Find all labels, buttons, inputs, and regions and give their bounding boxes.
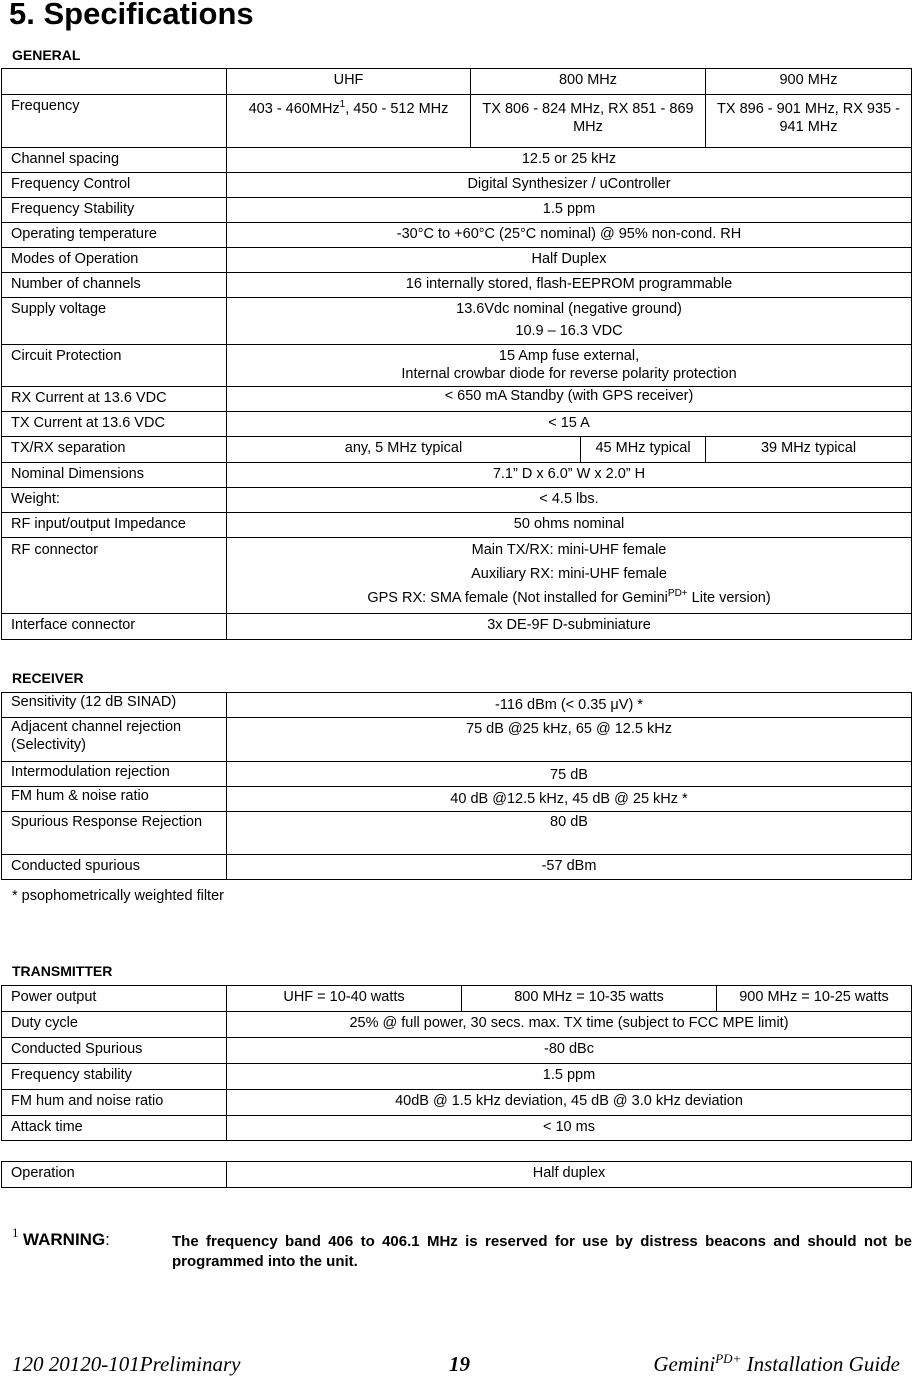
spec-label: FM hum & noise ratio: [2, 787, 227, 812]
protection-value: 15 Amp fuse external, Internal crowbar diode for reverse polarity protection: [227, 345, 912, 387]
frequency-900: TX 896 - 901 MHz, RX 935 - 941 MHz: [706, 95, 912, 148]
spec-value: 1.5 ppm: [227, 198, 912, 223]
rx-current-row: [2, 387, 912, 412]
interface-row: [2, 614, 912, 640]
footnote-text: The frequency band 406 to 406.1 MHz is reserved for use by distress beacons and should not be programmed into the unit.: [172, 1233, 912, 1270]
tx-current-row: [2, 412, 912, 437]
spec-value: -30°C to +60°C (25°C nominal) @ 95% non-cond. RH: [227, 223, 912, 248]
separation-row: [2, 437, 912, 463]
frequency-label: Frequency: [2, 95, 227, 148]
spec-label: RF input/output Impedance: [2, 513, 227, 538]
general-table: [1, 68, 912, 640]
spec-label: Modes of Operation: [2, 248, 227, 273]
table-row: [2, 273, 912, 298]
spec-value: -57 dBm: [227, 855, 912, 880]
spec-label: Sensitivity (12 dB SINAD): [2, 693, 227, 718]
band-800: 800 MHz: [471, 69, 706, 95]
power-row: [2, 986, 912, 1012]
rf-connector-value: Main TX/RX: mini-UHF female Auxiliary RX: mini-UHF female GPS RX: SMA female (Not installed for Gemini$^{PD+}$ Lite version): [227, 538, 912, 614]
spec-label: Conducted Spurious: [2, 1038, 227, 1064]
spec-value: Digital Synthesizer / uController: [227, 173, 912, 198]
general-heading: GENERAL: [12, 47, 81, 63]
spec-label: Frequency Control: [2, 173, 227, 198]
empty-cell: [2, 69, 227, 95]
spec-value: < 4.5 lbs.: [227, 488, 912, 513]
spec-value: 40dB @ 1.5 kHz deviation, 45 dB @ 3.0 kHz deviation: [227, 1090, 912, 1116]
spec-label: Channel spacing: [2, 148, 227, 173]
table-row: [2, 718, 912, 762]
table-row: [2, 173, 912, 198]
spec-value: 50 ohms nominal: [227, 513, 912, 538]
table-row: [2, 223, 912, 248]
tx-current-label: TX Current at 13.6 VDC: [2, 412, 227, 437]
footer-guide-title: Gemini$^{PD+}$ Installation Guide: [653, 1351, 900, 1376]
spec-value: 7.1” D x 6.0” W x 2.0” H: [227, 463, 912, 488]
receiver-note: * psophometrically weighted filter: [12, 888, 224, 904]
spec-value: 75 dB: [227, 762, 912, 787]
band-900: 900 MHz: [706, 69, 912, 95]
receiver-table: [1, 692, 912, 880]
table-row: [2, 513, 912, 538]
operation-label: Operation: [2, 1162, 227, 1188]
operation-table: [1, 1161, 912, 1188]
receiver-heading: RECEIVER: [12, 670, 84, 686]
band-uhf: UHF: [227, 69, 471, 95]
power-uhf: UHF = 10-40 watts: [227, 986, 462, 1012]
table-row: [2, 1090, 912, 1116]
supply-row: [2, 298, 912, 345]
table-row: [2, 148, 912, 173]
spec-label: Adjacent channel rejection (Selectivity): [2, 718, 227, 762]
spec-value: < 10 ms: [227, 1116, 912, 1141]
spec-label: Spurious Response Rejection: [2, 812, 227, 855]
spec-value: Half Duplex: [227, 248, 912, 273]
operation-row: [2, 1162, 912, 1188]
rf-connector-label: RF connector: [2, 538, 227, 614]
table-row: [2, 855, 912, 880]
spec-value: 40 dB @12.5 kHz, 45 dB @ 25 kHz *: [227, 787, 912, 812]
spec-value: -116 dBm (< 0.35 μV) *: [227, 693, 912, 718]
spec-label: Conducted spurious: [2, 855, 227, 880]
spec-label: FM hum and noise ratio: [2, 1090, 227, 1116]
spec-label: Attack time: [2, 1116, 227, 1141]
spec-value: 1.5 ppm: [227, 1064, 912, 1090]
interface-label: Interface connector: [2, 614, 227, 640]
power-label: Power output: [2, 986, 227, 1012]
footer-page-number: 19: [449, 1352, 470, 1376]
rx-current-value: < 650 mA Standby (with GPS receiver): [227, 387, 912, 412]
spec-label: Frequency Stability: [2, 198, 227, 223]
spec-label: Duty cycle: [2, 1012, 227, 1038]
table-row: [2, 812, 912, 855]
supply-value: 13.6Vdc nominal (negative ground) 10.9 – 16.3 VDC: [227, 298, 912, 345]
spec-value: -80 dBc: [227, 1038, 912, 1064]
separation-label: TX/RX separation: [2, 437, 227, 463]
protection-row: [2, 345, 912, 387]
footnote-divider: [12, 1187, 312, 1188]
table-row: [2, 762, 912, 787]
power-900: 900 MHz = 10-25 watts: [717, 986, 912, 1012]
table-row: [2, 1012, 912, 1038]
spec-value: 12.5 or 25 kHz: [227, 148, 912, 173]
table-row: [2, 787, 912, 812]
frequency-row: [2, 95, 912, 148]
spec-label: Operating temperature: [2, 223, 227, 248]
separation-900: 39 MHz typical: [706, 437, 912, 463]
operation-value: Half duplex: [227, 1162, 912, 1188]
spec-label: Number of channels: [2, 273, 227, 298]
tx-current-value: < 15 A: [227, 412, 912, 437]
table-row: [2, 198, 912, 223]
interface-value: 3x DE-9F D-subminiature: [227, 614, 912, 640]
table-row: [2, 488, 912, 513]
supply-label: Supply voltage: [2, 298, 227, 345]
frequency-800: TX 806 - 824 MHz, RX 851 - 869 MHz: [471, 95, 706, 148]
table-row: [2, 248, 912, 273]
spec-label: Intermodulation rejection: [2, 762, 227, 787]
footer-doc-number: 120 20120-101Preliminary: [12, 1352, 241, 1376]
separation-800: 45 MHz typical: [581, 437, 706, 463]
transmitter-table: [1, 985, 912, 1141]
spec-label: Nominal Dimensions: [2, 463, 227, 488]
spec-value: 25% @ full power, 30 secs. max. TX time (subject to FCC MPE limit): [227, 1012, 912, 1038]
footnote-warning: WARNING:: [23, 1230, 110, 1249]
table-row: [2, 1038, 912, 1064]
spec-value: 75 dB @25 kHz, 65 @ 12.5 kHz: [227, 718, 912, 762]
frequency-uhf: 403 - 460MHz$^1$, 450 - 512 MHz: [227, 95, 471, 148]
transmitter-heading: TRANSMITTER: [12, 963, 113, 979]
spec-label: Frequency stability: [2, 1064, 227, 1090]
separation-uhf: any, 5 MHz typical: [227, 437, 581, 463]
spec-value: 16 internally stored, flash-EEPROM programmable: [227, 273, 912, 298]
rx-current-label: RX Current at 13.6 VDC: [2, 387, 227, 412]
footnote-number: 1: [12, 1225, 19, 1240]
protection-label: Circuit Protection: [2, 345, 227, 387]
table-row: [2, 463, 912, 488]
table-row: [2, 1064, 912, 1090]
table-row: [2, 1116, 912, 1141]
table-row: [2, 693, 912, 718]
band-header-row: [2, 69, 912, 95]
page-title: 5. Specifications: [9, 0, 254, 31]
spec-label: Weight:: [2, 488, 227, 513]
power-800: 800 MHz = 10-35 watts: [462, 986, 717, 1012]
spec-value: 80 dB: [227, 812, 912, 855]
rf-connector-row: [2, 538, 912, 614]
